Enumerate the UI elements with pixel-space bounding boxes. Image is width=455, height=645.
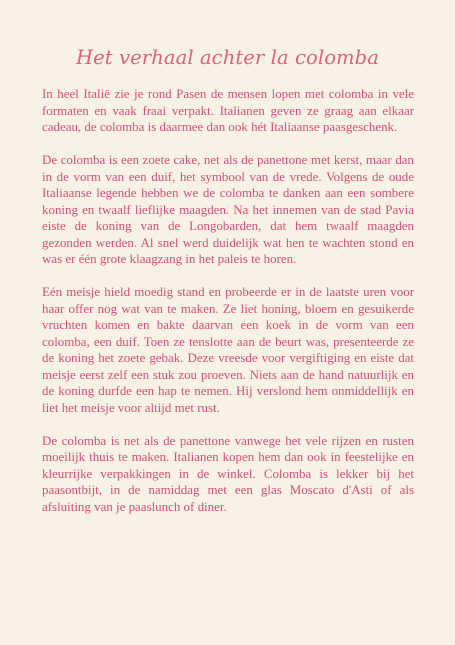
page-title: Het verhaal achter la colomba (76, 46, 379, 69)
paragraph-1: In heel Italië zie je rond Pasen de mensen lopen met colomba in vele formaten en vaak fraai verpakt. Italianen geven ze graag aan elkaar cadeau, de colomba is daarmee dan ook hét Italiaanse paasgeschenk. (42, 86, 414, 134)
article-body (42, 86, 414, 532)
paragraph-3: Eén meisje hield moedig stand en probeerde er in de laatste uren voor haar offer nog wat van te maken. Ze liet honing, bloem en gesuikerde vruchten komen en bakte daarvan een koek in de vorm van een colomba, een duif. Toen ze tenslotte aan de beurt was, presenteerde ze de koning het zoete gebak. Deze vreesde voor vergiftiging en eiste dat meisje eerst zelf een stuk zou proeven. Niets aan de hand natuurlijk en de koning durfde een hap te nemen. Hij verslond hem onmiddellijk en liet het meisje voor altijd met rust. (42, 284, 414, 415)
paragraph-4: De colomba is net als de panettone vanwege het vele rijzen en rusten moeilijk thuis te maken. Italianen kopen hem dan ook in feestelijke en kleurrijke verpakkingen in de winkel. Colomba is lekker bij het paasontbijt, in de namiddag met een glas Moscato d'Asti of als afsluiting van je paaslunch of diner. (42, 432, 414, 514)
paragraph-2: De colomba is een zoete cake, net als de panettone met kerst, maar dan in de vorm van een duif, het symbool van de vrede. Volgens de oude Italiaanse legende hebben we de colomba te danken aan een sombere koning en twaalf lieflijke maagden. Na het innemen van de stad Pavia eiste de koning van de Longobarden, dat hem twaalf maagden gezonden werden. Al snel werd duidelijk wat hen te wachten stond en was er één grote klaagzang in het paleis te horen. (42, 152, 414, 266)
